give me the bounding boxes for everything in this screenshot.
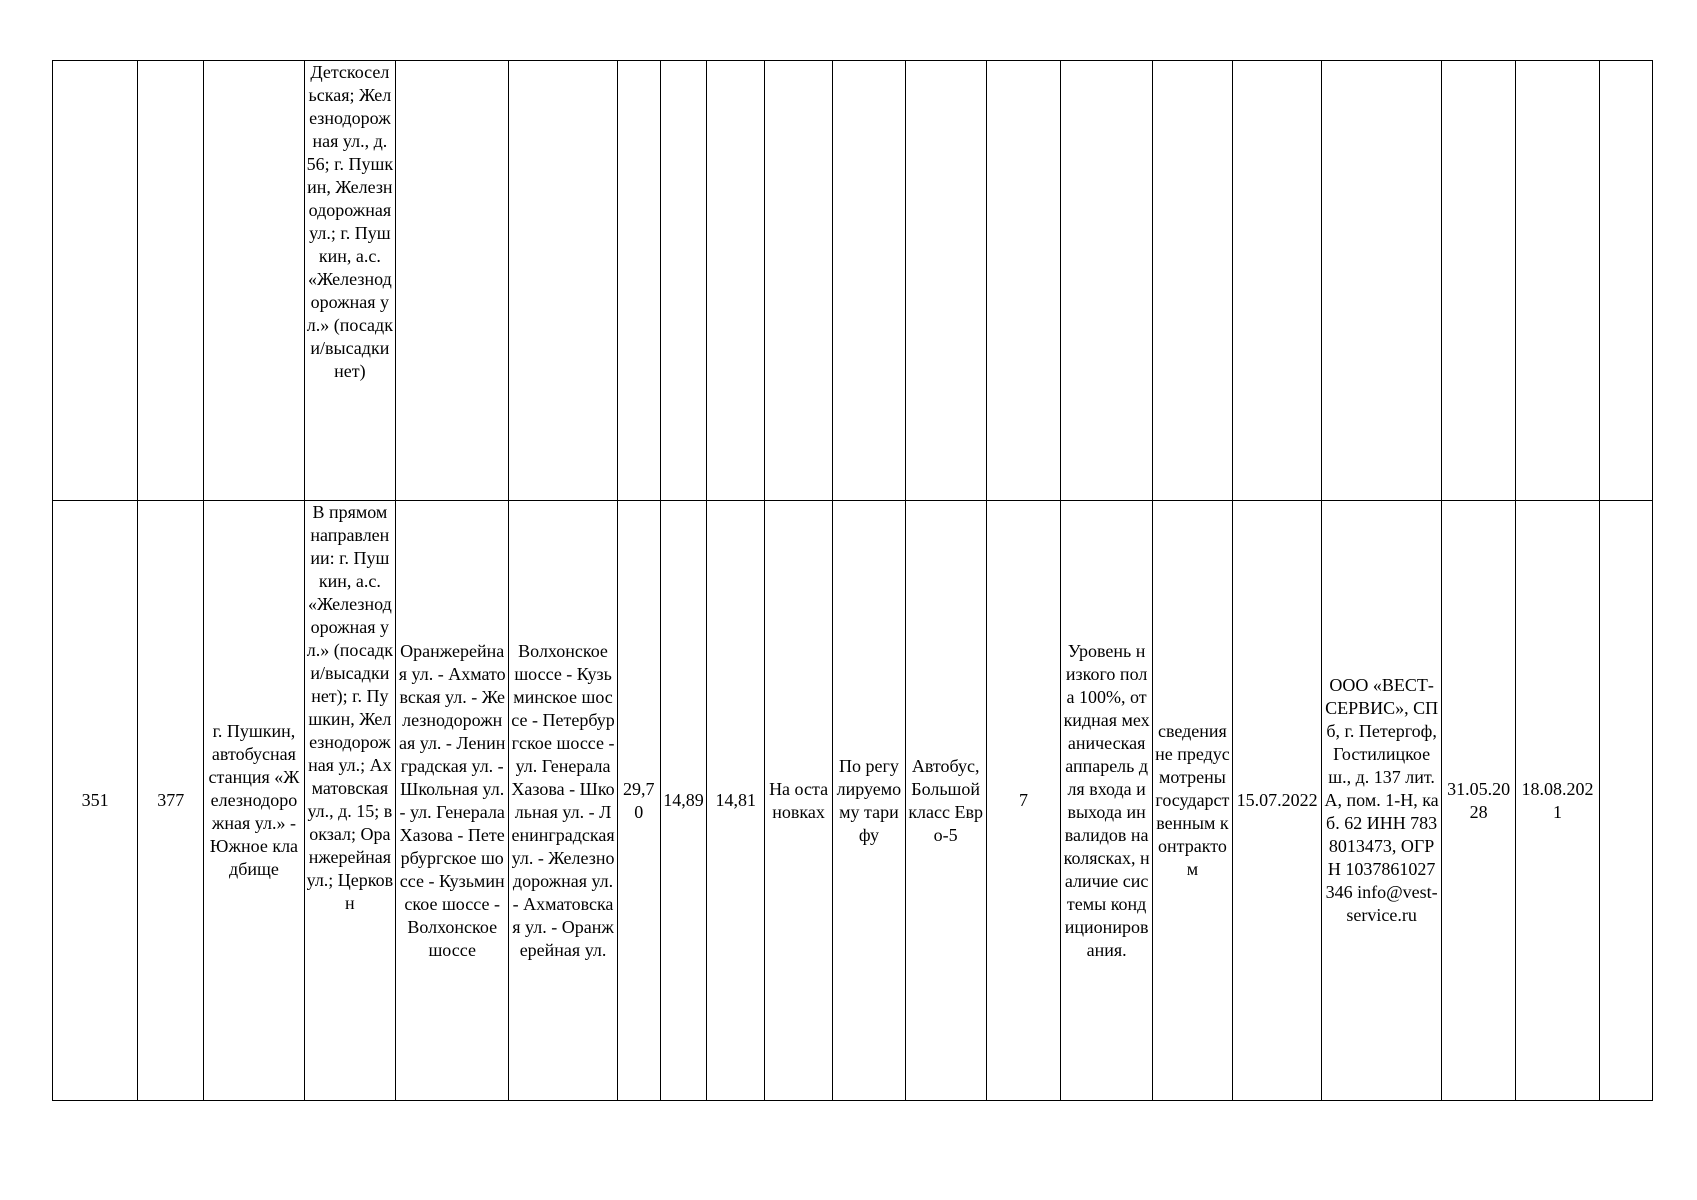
cell-change-date: 18.08.2021: [1516, 501, 1599, 1101]
cell-empty: [509, 61, 618, 501]
cell-contract-info: сведения не предусмотрены государственным контрактом: [1152, 501, 1232, 1101]
cell-length-forward: 14,89: [660, 501, 707, 1101]
route-register-table: [52, 60, 1653, 1101]
cell-empty: [707, 61, 765, 501]
cell-vehicle-type: Автобус, Большой класс Евро-5: [905, 501, 986, 1101]
cell-stop-procedure: На остановках: [764, 501, 832, 1101]
cell-empty: [1322, 61, 1441, 501]
cell-empty: [1516, 61, 1599, 501]
cell-route-number: 377: [138, 501, 204, 1101]
cell-empty: [1061, 61, 1153, 501]
cell-empty: [1232, 61, 1322, 501]
cell-carrier: ООО «ВЕСТ-СЕРВИС», СПб, г. Петергоф, Гостилицкое ш., д. 137 лит. А, пом. 1-Н, каб. 62 ИНН 7838013473, ОГРН 1037861027346 info@vest-service.ru: [1322, 501, 1441, 1101]
cell-vehicle-features: Уровень низкого пола 100%, откидная механическая аппарель для входа и выхода инвалидов на колясках, наличие системы кондиционирования.: [1061, 501, 1153, 1101]
cell-length-backward: 14,81: [707, 501, 765, 1101]
cell-streets-forward: Оранжерейная ул. - Ахматовская ул. - Железнодорожная ул. - Ленинградская ул. - Школьная ул. - ул. Генерала Хазова - Петербургское шоссе - Кузьминское шоссе - Волхонское шоссе: [396, 501, 509, 1101]
cell-extra: [1599, 501, 1652, 1101]
cell-streets-backward: Волхонское шоссе - Кузьминское шоссе - Петербургское шоссе - ул. Генерала Хазова - Школьная ул. - Ленинградская ул. - Железнодорожная ул. - Ахматовская ул. - Оранжерейная ул.: [509, 501, 618, 1101]
cell-length-total: 29,70: [617, 501, 660, 1101]
cell-empty: [53, 61, 138, 501]
cell-vehicle-count: 7: [986, 501, 1061, 1101]
cell-stops-continued: Детскосельская; Железнодорожная ул., д. 56; г. Пушкин, Железнодорожная ул.; г. Пушкин, а.с. «Железнодорожная ул.» (посадки/высадки нет): [304, 61, 396, 501]
cell-route-name: г. Пушкин, автобусная станция «Железнодорожная ул.» - Южное кладбище: [204, 501, 304, 1101]
cell-empty: [1441, 61, 1516, 501]
cell-start-date: 15.07.2022: [1232, 501, 1322, 1101]
cell-empty: [833, 61, 905, 501]
cell-empty: [138, 61, 204, 501]
cell-empty: [1152, 61, 1232, 501]
cell-empty: [986, 61, 1061, 501]
cell-tariff: По регулируемому тарифу: [833, 501, 905, 1101]
cell-empty: [617, 61, 660, 501]
cell-stops: В прямом направлении: г. Пушкин, а.с. «Железнодорожная ул.» (посадки/высадки нет); г. Пушкин, Железнодорожная ул.; Ахматовская ул., д. 15; вокзал; Оранжерейная ул.; Церковн: [304, 501, 396, 1101]
cell-empty: [204, 61, 304, 501]
cell-empty: [764, 61, 832, 501]
cell-reg-number: 351: [53, 501, 138, 1101]
cell-empty: [660, 61, 707, 501]
table-row-continued: [53, 61, 1653, 501]
cell-empty: [1599, 61, 1652, 501]
cell-empty: [905, 61, 986, 501]
cell-contract-end: 31.05.2028: [1441, 501, 1516, 1101]
table-row-route-377: [53, 501, 1653, 1101]
cell-empty: [396, 61, 509, 501]
